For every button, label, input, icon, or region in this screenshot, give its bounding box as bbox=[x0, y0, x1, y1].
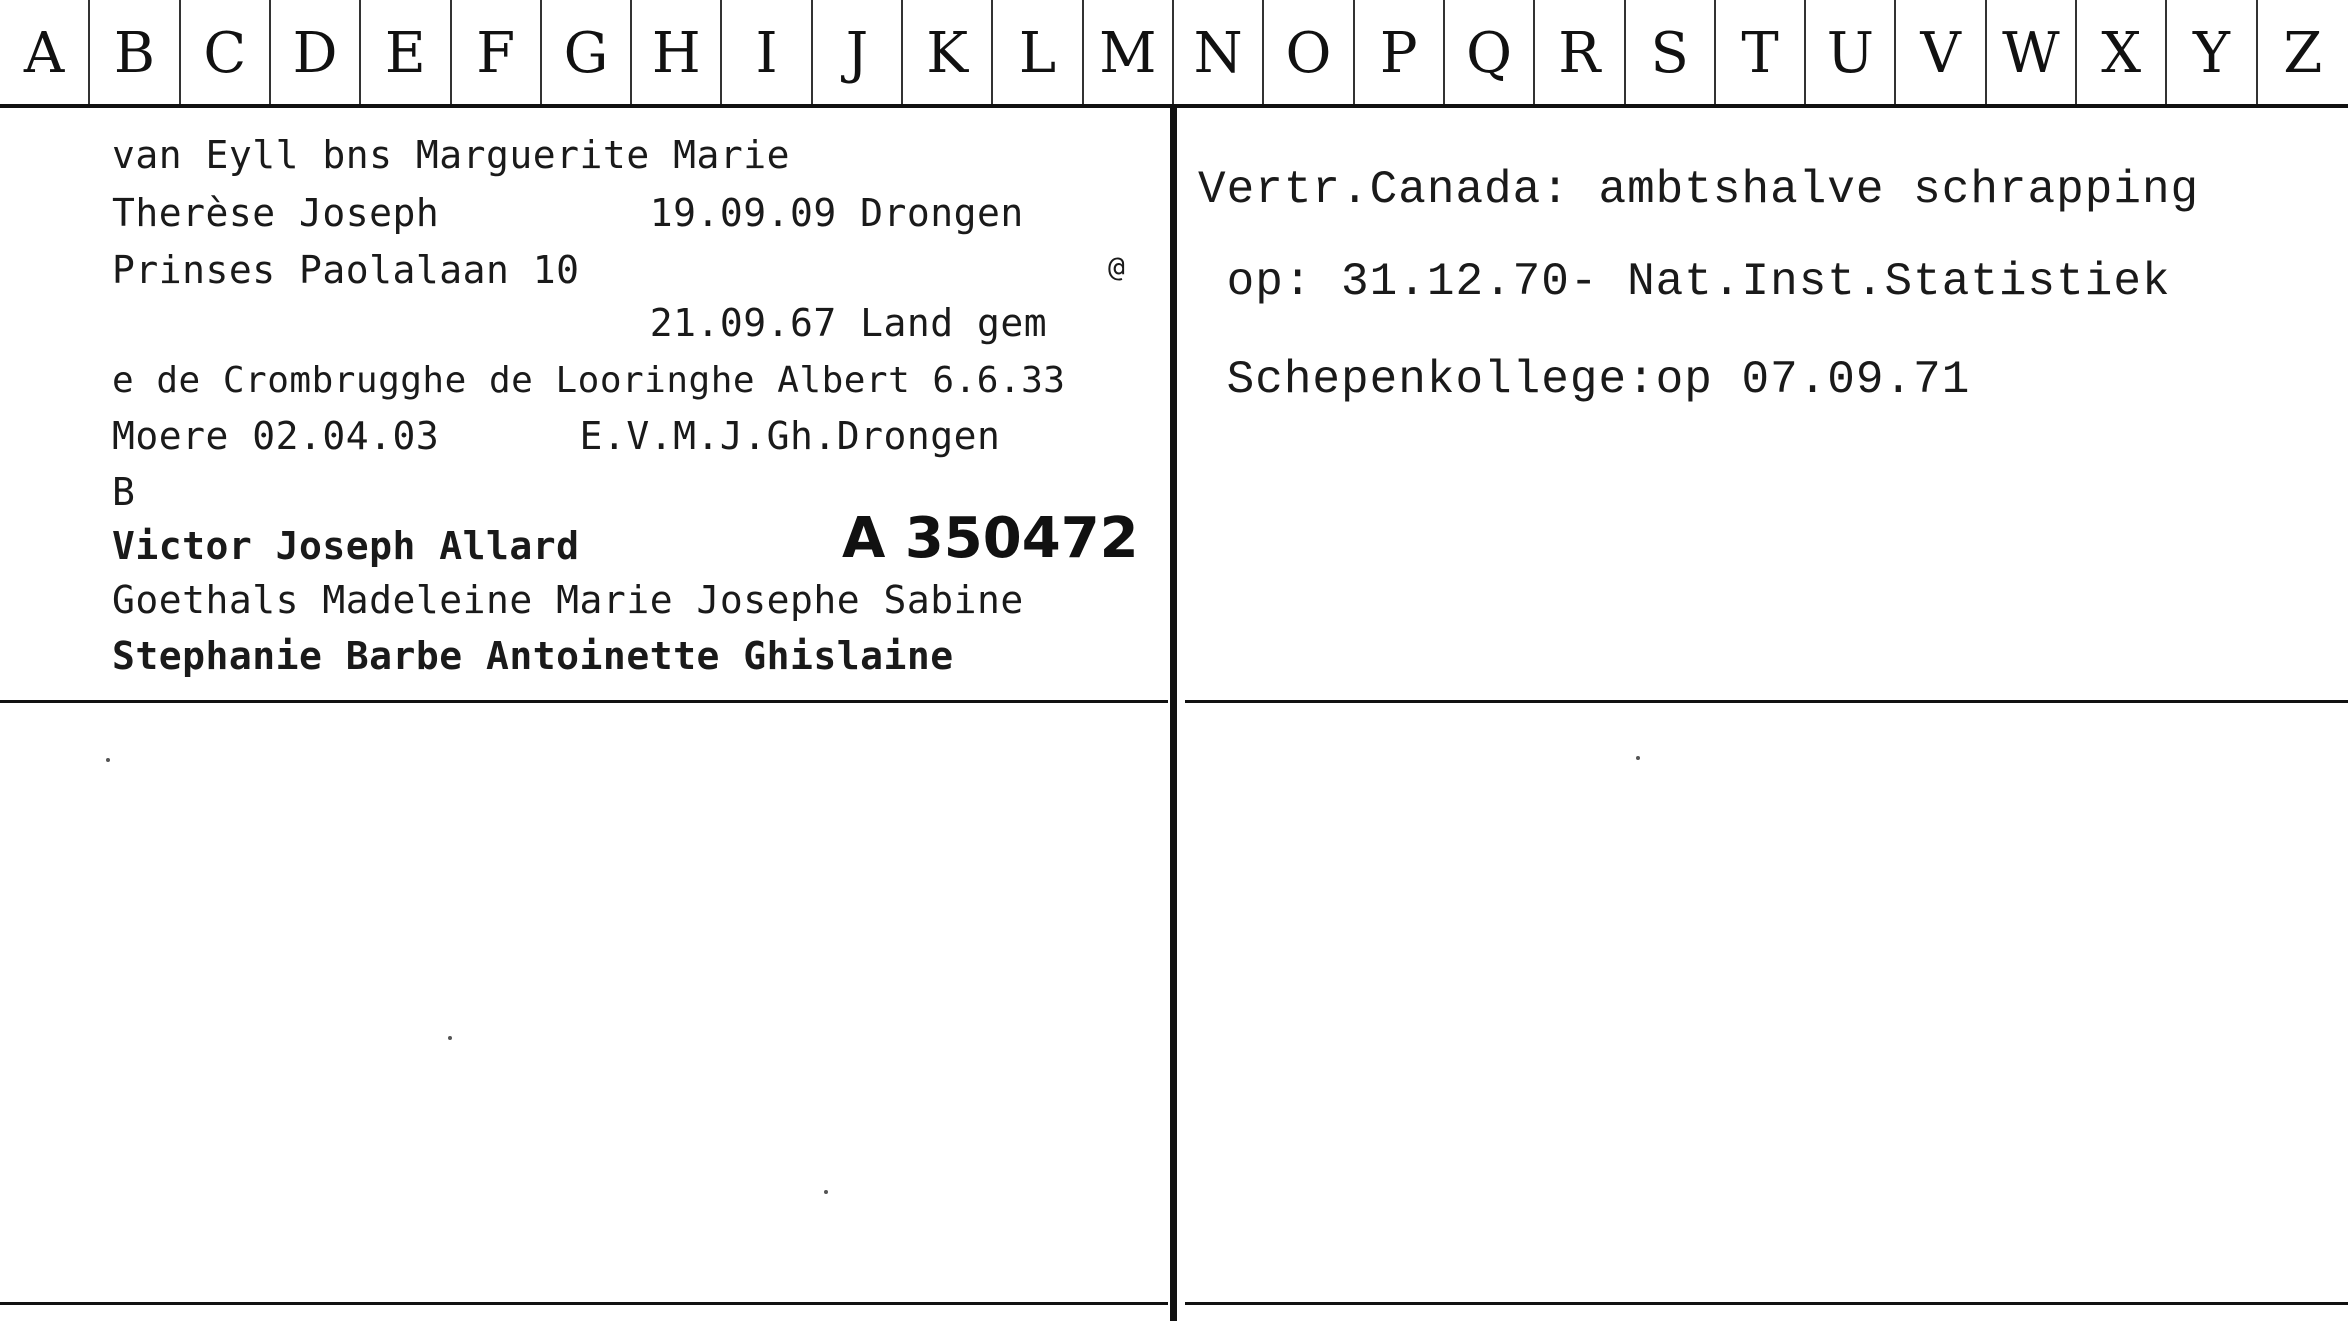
index-letter-m: M bbox=[1084, 0, 1174, 106]
index-letter-c: C bbox=[181, 0, 271, 106]
index-letter-d: D bbox=[271, 0, 361, 106]
index-letter-q: Q bbox=[1445, 0, 1535, 106]
right-section-rule bbox=[1185, 700, 2348, 703]
scan-speck bbox=[448, 1036, 452, 1040]
scan-speck bbox=[106, 758, 110, 762]
index-letter-z: Z bbox=[2283, 20, 2323, 86]
left-line-5: e de Crombrugghe de Looringhe Albert 6.6.33 bbox=[112, 360, 1066, 401]
index-letter-f: F bbox=[452, 0, 542, 106]
left-line-4: 21.09.67 Land gem bbox=[112, 301, 1048, 345]
index-letter-u: U bbox=[1806, 0, 1896, 106]
left-line-1: van Eyll bns Marguerite Marie bbox=[112, 133, 790, 177]
index-letter-n: N bbox=[1174, 0, 1264, 106]
right-line-3: Schepenkollege:op 07.09.71 bbox=[1198, 354, 1971, 406]
left-line-10: Stephanie Barbe Antoinette Ghislaine bbox=[112, 634, 954, 678]
registry-number-stamp: A 350472 bbox=[842, 506, 1139, 571]
index-letter-p: P bbox=[1355, 0, 1445, 106]
scan-speck bbox=[824, 1190, 828, 1194]
index-letter-j: J bbox=[813, 0, 903, 106]
left-line-3: Prinses Paolalaan 10 bbox=[112, 248, 1001, 292]
index-letter-w: W bbox=[1987, 0, 2077, 106]
left-line-6: Moere 02.04.03 E.V.M.J.Gh.Drongen bbox=[112, 414, 1001, 458]
left-section-rule bbox=[0, 700, 1168, 703]
index-letter-h: H bbox=[632, 0, 722, 106]
index-letter-i: I bbox=[722, 0, 812, 106]
index-letter-t: T bbox=[1716, 0, 1806, 106]
index-letter-b: B bbox=[90, 0, 180, 106]
index-letter-s: S bbox=[1626, 0, 1716, 106]
right-line-2: op: 31.12.70- Nat.Inst.Statistiek bbox=[1198, 256, 2171, 308]
index-letter-g: G bbox=[542, 0, 632, 106]
scan-speck bbox=[1636, 756, 1640, 760]
center-divider bbox=[1170, 104, 1177, 1321]
bottom-rule-left bbox=[0, 1302, 1168, 1305]
right-line-1: Vertr.Canada: ambtshalve schrapping bbox=[1198, 164, 2200, 216]
index-letter-o: O bbox=[1264, 0, 1354, 106]
index-letter-y: Y bbox=[2167, 0, 2257, 106]
index-letter-v: V bbox=[1896, 0, 1986, 106]
index-letter-r: R bbox=[1535, 0, 1625, 106]
bottom-rule-right bbox=[1185, 1302, 2348, 1305]
left-symbol: @ bbox=[1108, 250, 1126, 283]
index-letter-x: X bbox=[2077, 0, 2167, 106]
index-letter-k: K bbox=[903, 0, 993, 106]
alphabet-index-header bbox=[0, 0, 2348, 106]
left-line-8: Victor Joseph Allard bbox=[112, 524, 580, 568]
left-line-9: Goethals Madeleine Marie Josephe Sabine bbox=[112, 578, 1024, 622]
left-line-7: B bbox=[112, 470, 136, 514]
index-letter-e: E bbox=[361, 0, 451, 106]
index-letter-a: A bbox=[0, 0, 90, 106]
index-letter-l: L bbox=[993, 0, 1083, 106]
left-line-2: Therèse Joseph 19.09.09 Drongen bbox=[112, 191, 1024, 235]
